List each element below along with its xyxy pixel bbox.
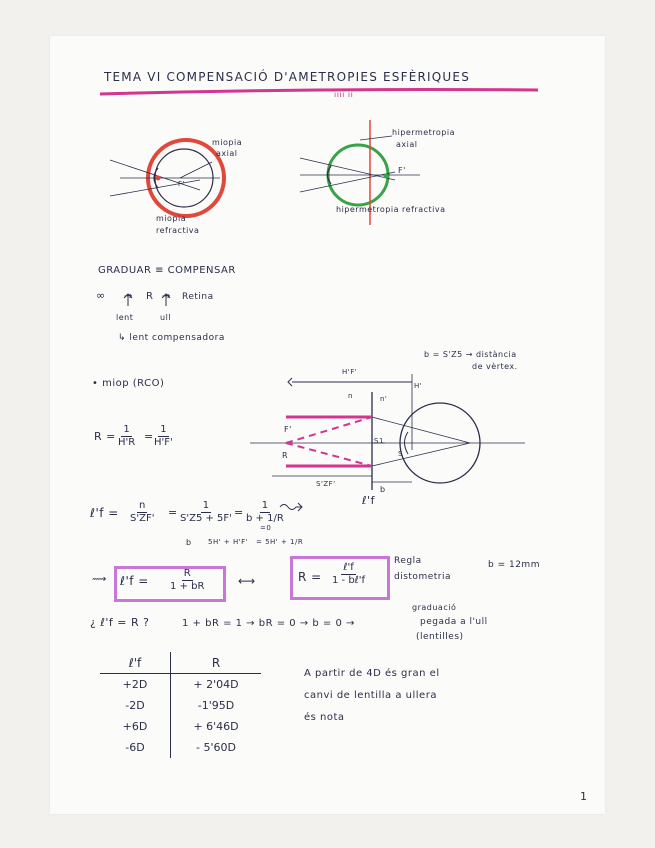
distometria-label: distometria <box>394 572 451 582</box>
formula1-lhs: R = <box>94 430 116 443</box>
chain-retina: Retina <box>182 292 214 302</box>
label-H: H' <box>414 382 423 390</box>
chain-lent-compensadora: ↳ lent compensadora <box>118 333 225 343</box>
section-heading: GRADUAR ≡ COMPENSAR <box>98 265 236 276</box>
question-equation: 1 + bR = 1 → bR = 0 → b = 0 → <box>182 618 355 629</box>
myopia-bullet: • miop (RCO) <box>92 378 165 389</box>
table-row: -2D -1'95D <box>100 695 261 716</box>
chain-infinity: ∞ <box>96 289 106 302</box>
table-row: +2D + 2'04D <box>100 674 261 696</box>
note-line-2: canvi de lentilla a ullera <box>304 690 437 701</box>
formula2-frac2: $\frac{1}{S'Z5 + 5F'}$ <box>180 500 232 524</box>
question-pegada: pegada a l'ull <box>420 617 488 627</box>
myopia-axial-label-2: axial <box>216 149 238 158</box>
table-row: -6D - 5'60D <box>100 737 261 758</box>
label-b: b <box>380 485 386 494</box>
myopia-eye-diagram <box>110 140 224 216</box>
myopia-focus-label: F' <box>178 180 185 188</box>
table-header-lf: ℓ'f <box>100 652 171 674</box>
label-lf: ℓ'f <box>362 494 375 507</box>
chain-arrow-2: → <box>162 291 171 302</box>
formula2-frac1: $\frac{n}{S'ZF'}$ <box>130 500 155 524</box>
formula2-frac3: $\frac{1}{b + 1/R}$ <box>246 500 284 524</box>
formula2-below-b: b <box>186 538 192 547</box>
hyperopia-axial-label-1: hipermetropia <box>392 128 456 137</box>
label-n-prime: n' <box>380 395 388 403</box>
label-S1: S1 <box>374 437 384 445</box>
formula2-below-3: = 5H' + 1/R <box>256 538 304 546</box>
myopia-refractive-label-1: miopia <box>156 214 187 223</box>
myopia-axial-label-1: miopia <box>212 138 243 147</box>
formula2-tiny: =0 <box>260 524 272 532</box>
question-lentilles: (lentilles) <box>416 632 464 642</box>
b-distance-note: b = S'Z5 → distància <box>424 350 517 359</box>
chain-lent: lent <box>116 313 134 322</box>
label-F-prime: F' <box>284 425 292 434</box>
title-marks: ıııı ıı <box>334 90 354 99</box>
boxed-right-lhs: R = <box>298 570 322 584</box>
question-graduacio: graduació <box>412 603 457 612</box>
label-R: R <box>282 451 289 460</box>
page-title: TEMA VI COMPENSACIÓ D'AMETROPIES ESFÈRIQUES <box>104 70 471 84</box>
compensation-table <box>100 652 261 758</box>
regla-label: Regla <box>394 556 422 566</box>
b-12mm: b = 12mm <box>488 560 540 570</box>
note-line-3: és nota <box>304 712 345 723</box>
formula1-frac2: $\frac{1}{H'F'}$ <box>154 424 173 448</box>
formula1-frac1: $\frac{1}{H'R}$ <box>118 424 136 448</box>
formula1-eq: = <box>144 430 154 443</box>
label-HF: H'F' <box>342 368 358 376</box>
chain-ull: ull <box>160 313 172 322</box>
formula2-below-2: 5H' + H'F' <box>208 538 249 546</box>
question-text: ¿ ℓ'f = R ? <box>90 616 150 629</box>
chain-arrow-1: → <box>124 291 133 302</box>
formula2-lhs: ℓ'f = <box>90 506 119 520</box>
label-n: n <box>348 392 353 400</box>
hyperopia-refractive-label: hipermetropia refractiva <box>336 205 446 214</box>
hyperopia-focus-label: F' <box>398 166 406 175</box>
double-arrow: ⟷ <box>238 574 256 588</box>
b-distance-note-2: de vèrtex. <box>472 362 518 371</box>
boxed-left-frac: $\frac{R}{1 + bR}$ <box>170 568 205 592</box>
myopia-refractive-label-2: refractiva <box>156 226 200 235</box>
title-underline <box>100 90 538 95</box>
hyperopia-axial-label-2: axial <box>396 140 418 149</box>
page-number: 1 <box>580 790 588 803</box>
boxed-right-frac: ℓ'f 1 - bℓ'f <box>332 562 366 586</box>
table-header-R: R <box>171 652 262 674</box>
label-S: S <box>398 450 403 458</box>
boxed-left-lhs: ℓ'f = <box>120 574 149 588</box>
boxed-left-arrow: ⟿ <box>92 574 107 585</box>
label-SZF: S'ZF' <box>316 480 336 488</box>
table-row: +6D + 6'46D <box>100 716 261 737</box>
chain-R: R <box>146 291 154 302</box>
note-line-1: A partir de 4D és gran el <box>304 668 440 679</box>
